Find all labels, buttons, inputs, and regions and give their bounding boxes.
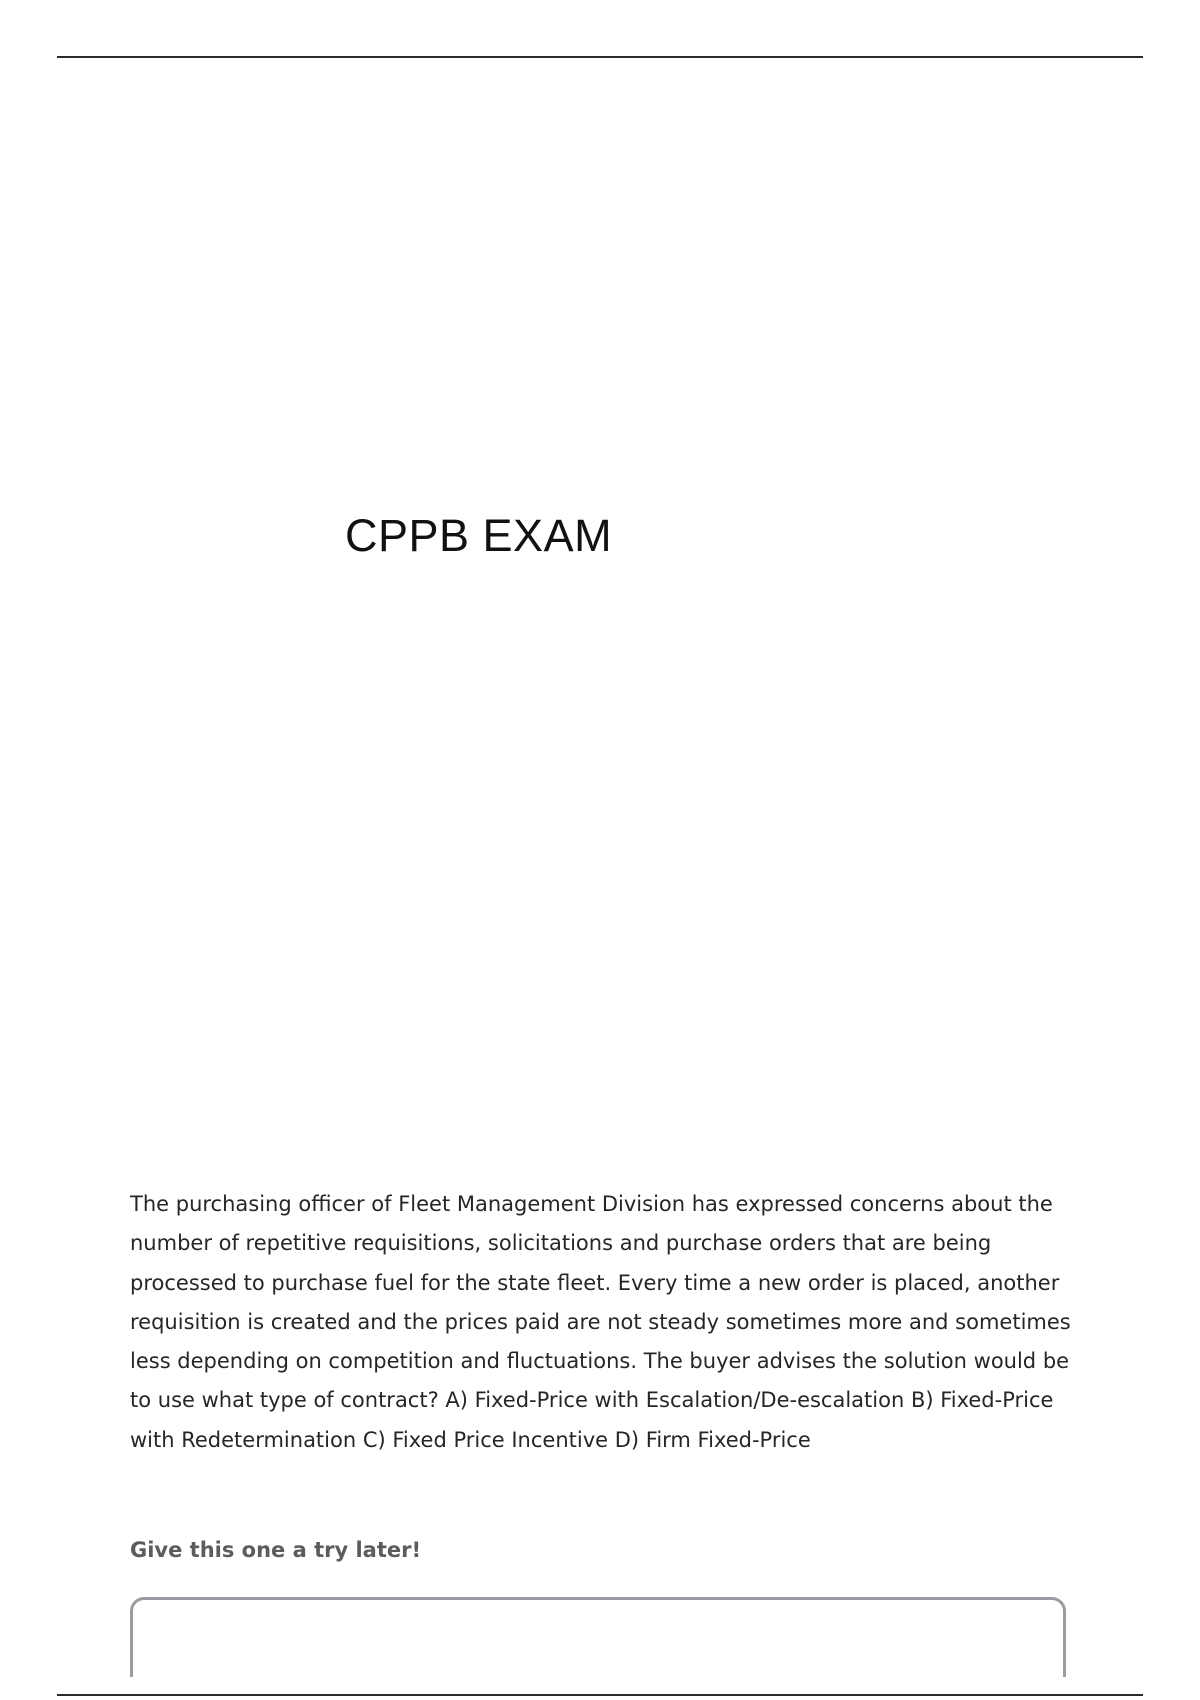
page-title: CPPB EXAM [345, 510, 613, 561]
answer-box[interactable] [130, 1597, 1066, 1677]
question-text: The purchasing officer of Fleet Management Division has expressed concerns about the number of repetitive requisitions, solicitations and purchase orders that are being processed to purchase fuel for the state fleet. Every time a new order is placed, another requisition is created and the prices paid are not steady sometimes more and sometimes less depending on competition and fluctuations. The buyer advises the solution would be to use what type of contract? A) Fixed-Price with Escalation/De-escalation B) Fixed-Price with Redetermination C) Fixed Price Incentive D) Firm Fixed-Price [130, 1192, 1071, 1452]
try-later-hint: Give this one a try later! [130, 1538, 422, 1562]
answer-input[interactable] [133, 1600, 1063, 1677]
bottom-divider [57, 1694, 1143, 1696]
top-divider [57, 56, 1143, 58]
